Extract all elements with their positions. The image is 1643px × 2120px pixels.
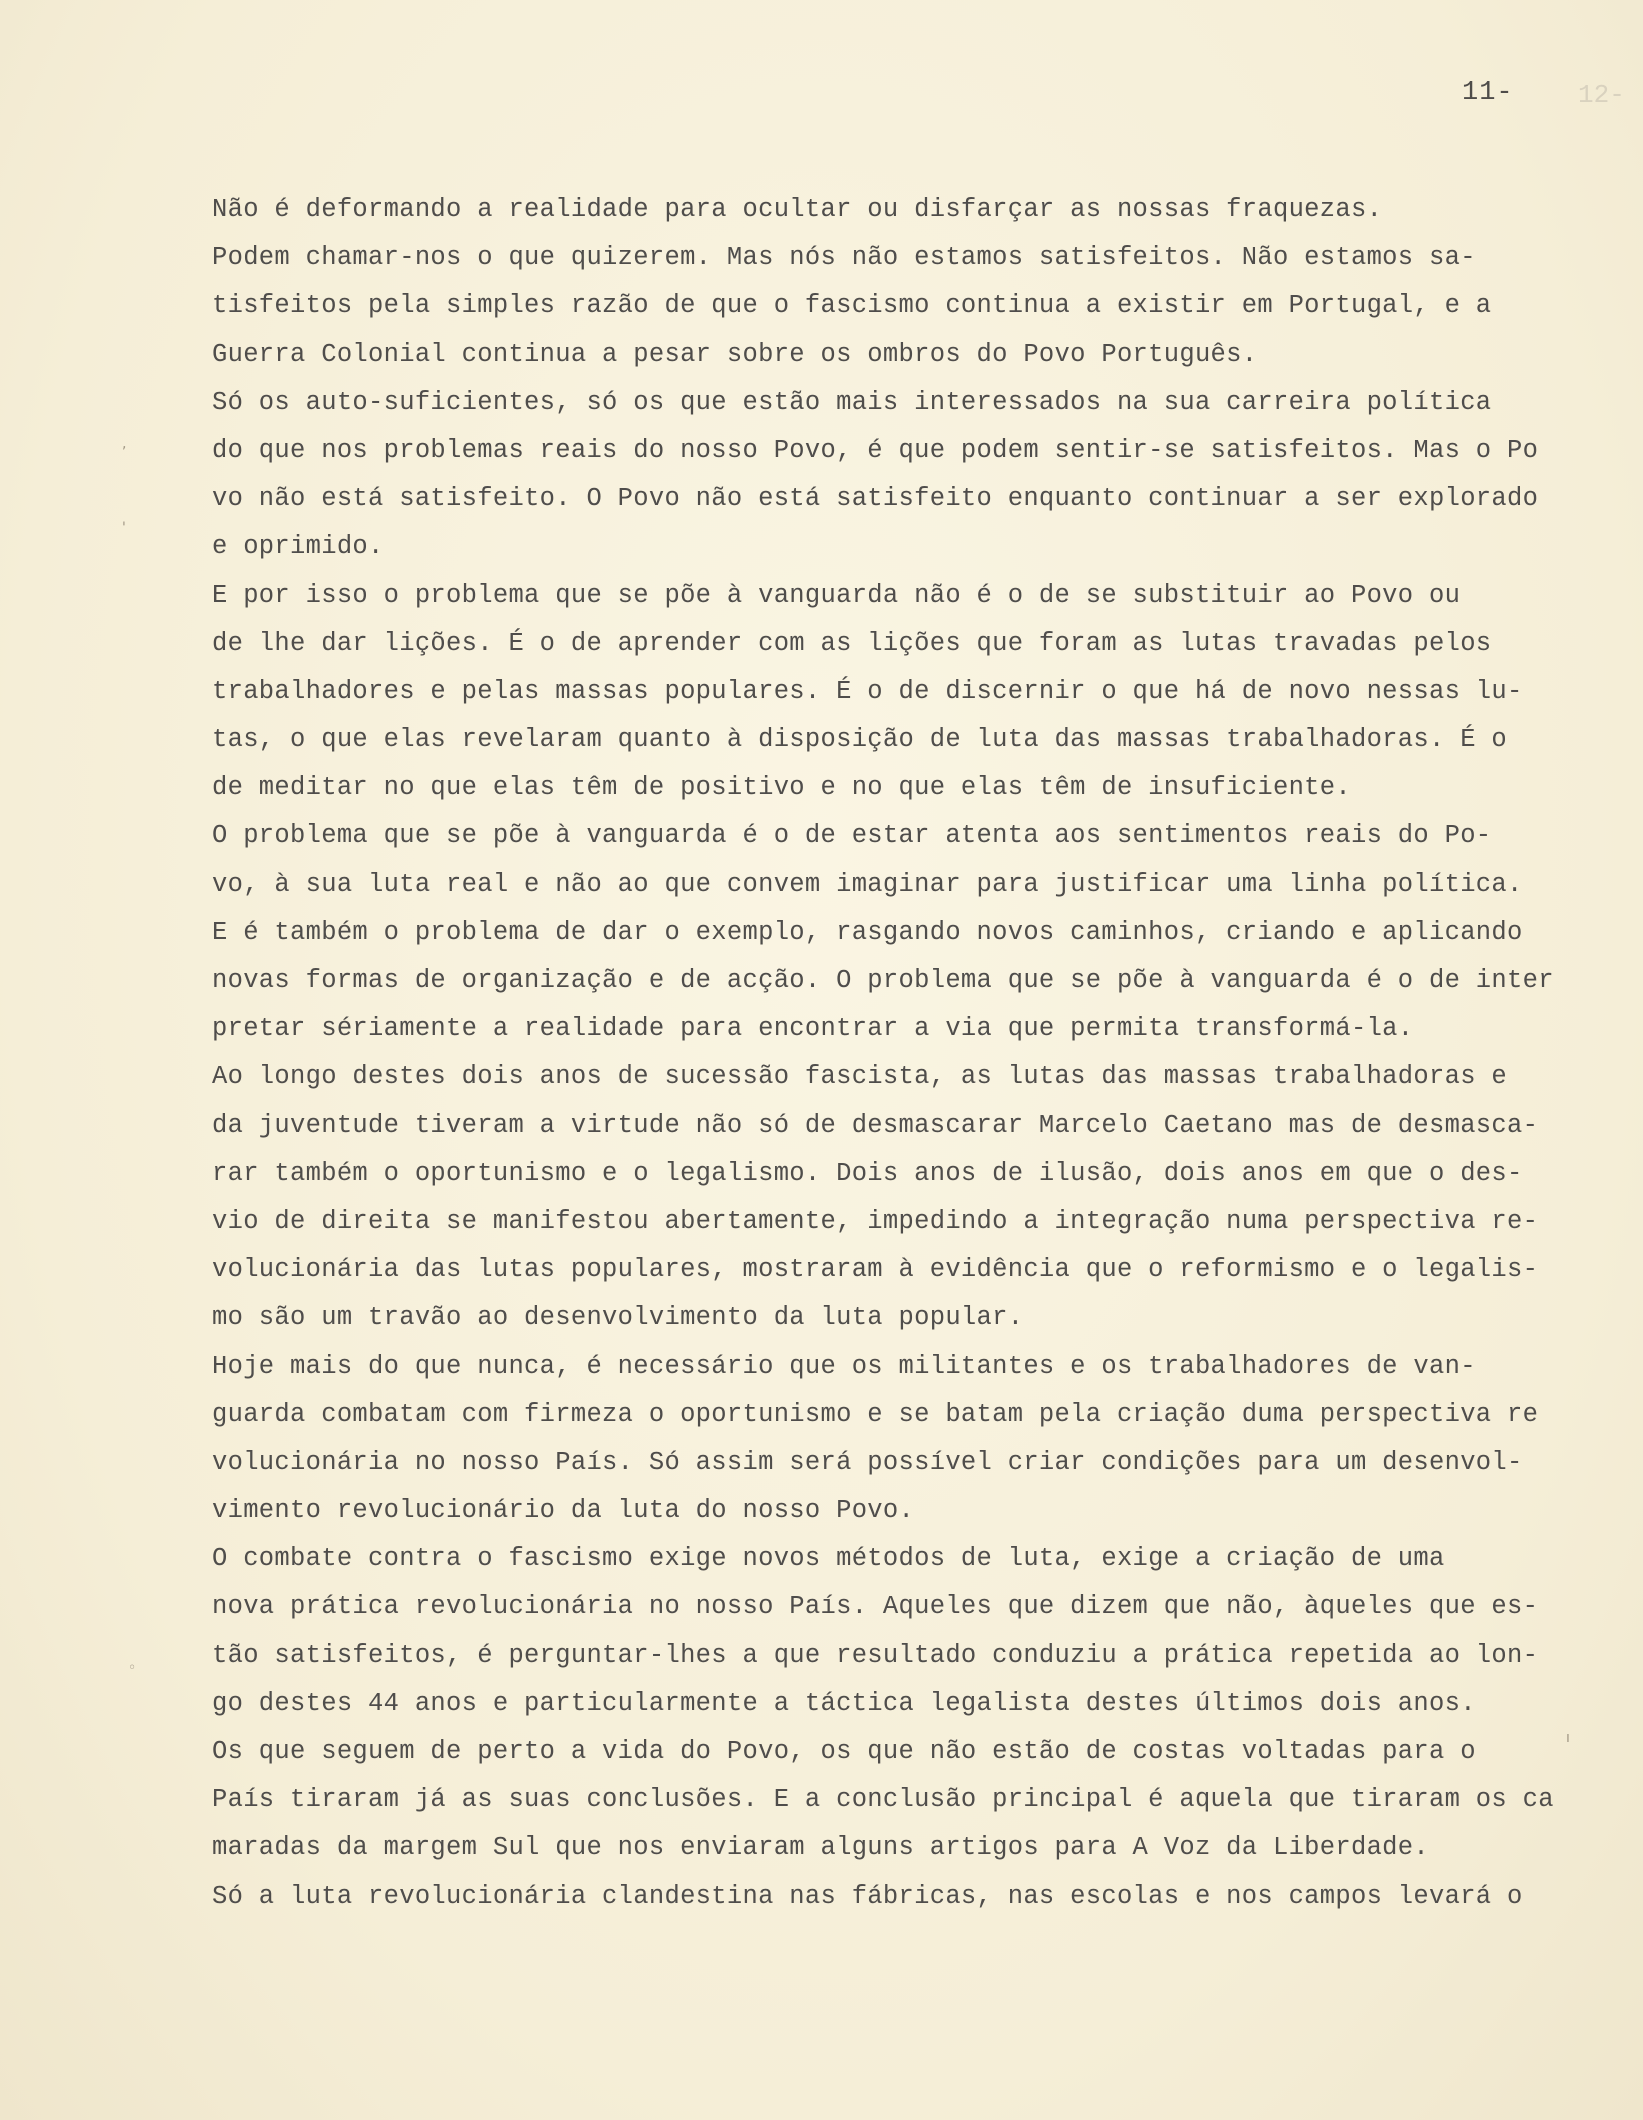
text-line: de meditar no que elas têm de positivo e no que elas têm de insuficiente.: [212, 773, 1351, 803]
text-line: volucionária das lutas populares, mostraram à evidência que o reformismo e o legalis-: [212, 1255, 1539, 1285]
text-line: vio de direita se manifestou abertamente, impedindo a integração numa perspectiva re-: [212, 1206, 1539, 1236]
text-line: nova prática revolucionária no nosso País. Aqueles que dizem que não, àqueles que es-: [212, 1592, 1539, 1622]
text-line: go destes 44 anos e particularmente a táctica legalista destes últimos dois anos.: [212, 1688, 1476, 1718]
text-line: e oprimido.: [212, 532, 384, 562]
text-line: Só a luta revolucionária clandestina nas fábricas, nas escolas e nos campos levará o: [212, 1881, 1523, 1911]
text-line: maradas da margem Sul que nos enviaram alguns artigos para A Voz da Liberdade.: [212, 1833, 1429, 1863]
text-line: vo não está satisfeito. O Povo não está satisfeito enquanto continuar a ser explorado: [212, 484, 1539, 514]
text-line: Ao longo destes dois anos de sucessão fascista, as lutas das massas trabalhadoras e: [212, 1062, 1508, 1092]
text-line: guarda combatam com firmeza o oportunismo e se batam pela criação duma perspectiva re: [212, 1399, 1539, 1429]
text-line: tas, o que elas revelaram quanto à disposição de luta das massas trabalhadoras. É o: [212, 725, 1508, 755]
text-line: País tiraram já as suas conclusões. E a conclusão principal é aquela que tiraram os ca: [212, 1785, 1554, 1815]
page-number: 11-: [1462, 78, 1514, 108]
text-line: de lhe dar lições. É o de aprender com as lições que foram as lutas travadas pelos: [212, 628, 1492, 658]
text-line: vo, à sua luta real e não ao que convem imaginar para justificar uma linha política.: [212, 869, 1523, 899]
text-line: Hoje mais do que nunca, é necessário que os militantes e os trabalhadores de van-: [212, 1351, 1476, 1381]
margin-speck: ꞌ: [122, 520, 126, 536]
body-text: [212, 186, 1562, 1921]
text-line: E por isso o problema que se põe à vanguarda não é o de se substituir ao Povo ou: [212, 580, 1461, 610]
margin-speck: ,: [122, 436, 127, 452]
margin-speck: ◦: [128, 1660, 137, 1676]
text-line: E é também o problema de dar o exemplo, rasgando novos caminhos, criando e aplicando: [212, 917, 1523, 947]
text-line: vimento revolucionário da luta do nosso Povo.: [212, 1496, 915, 1526]
text-line: rar também o oportunismo e o legalismo. Dois anos de ilusão, dois anos em que o des-: [212, 1158, 1523, 1188]
text-line: volucionária no nosso País. Só assim será possível criar condições para um desenvol-: [212, 1447, 1523, 1477]
text-line: do que nos problemas reais do nosso Povo, é que podem sentir-se satisfeitos. Mas o Po: [212, 435, 1539, 465]
text-line: tisfeitos pela simples razão de que o fascismo continua a existir em Portugal, e a: [212, 291, 1492, 321]
text-line: Não é deformando a realidade para ocultar ou disfarçar as nossas fraquezas.: [212, 195, 1383, 224]
text-line: O combate contra o fascismo exige novos métodos de luta, exige a criação de uma: [212, 1544, 1445, 1574]
bleed-through-page-number: 12-: [1578, 80, 1625, 110]
margin-speck: ı: [1566, 1730, 1570, 1746]
text-line: mo são um travão ao desenvolvimento da luta popular.: [212, 1303, 1024, 1333]
text-line: Os que seguem de perto a vida do Povo, os que não estão de costas voltadas para o: [212, 1737, 1476, 1766]
text-line: Só os auto-suficientes, só os que estão mais interessados na sua carreira política: [212, 387, 1492, 417]
text-line: pretar sériamente a realidade para encontrar a via que permita transformá-la.: [212, 1014, 1414, 1044]
text-line: Podem chamar-nos o que quizerem. Mas nós não estamos satisfeitos. Não estamos sa-: [212, 243, 1476, 273]
text-line: da juventude tiveram a virtude não só de desmascarar Marcelo Caetano mas de desmasca-: [212, 1110, 1539, 1140]
text-line: O problema que se põe à vanguarda é o de estar atenta aos sentimentos reais do Po-: [212, 821, 1492, 851]
text-line: Guerra Colonial continua a pesar sobre os ombros do Povo Português.: [212, 339, 1258, 369]
text-line: novas formas de organização e de acção. O problema que se põe à vanguarda é o de inter: [212, 966, 1554, 995]
text-line: tão satisfeitos, é perguntar-lhes a que resultado conduziu a prática repetida ao lon-: [212, 1640, 1539, 1670]
text-line: trabalhadores e pelas massas populares. É o de discernir o que há de novo nessas lu-: [212, 676, 1523, 706]
